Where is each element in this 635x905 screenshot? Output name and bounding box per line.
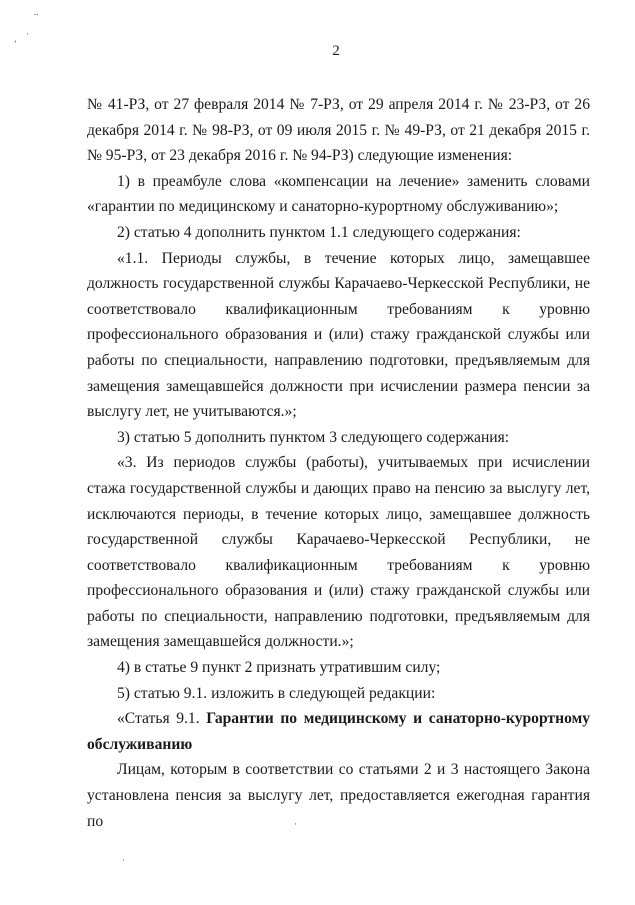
scan-mark: · bbox=[26, 29, 29, 39]
article-title: Гарантии по медицинскому и санаторно-курортному обслуживанию bbox=[87, 710, 590, 753]
page-number: 2 bbox=[332, 43, 340, 59]
article-prefix: «Статья 9.1. bbox=[117, 710, 207, 728]
paragraph-item-2: 2) статью 4 дополнить пунктом 1.1 следующего содержания: bbox=[117, 223, 521, 241]
paragraph-item-5: 5) статью 9.1. изложить в следующей редакции: bbox=[117, 684, 436, 702]
scan-mark: ʼ bbox=[14, 39, 17, 49]
document-body bbox=[87, 92, 590, 834]
paragraph-item-1: 1) в преамбуле слова «компенсации на лечение» заменить словами «гарантии по медицинскому и санаторно-курортному обслуживанию»; bbox=[87, 172, 590, 216]
paragraph-quote-1-1: «1.1. Периоды службы, в течение которых лицо, замещавшее должность государственной службы Карачаево-Черкесской Республики, не соответствовало квалификационным требованиям к уровню профессионального образования и (или) стажу гражданской службы или работы по специальности, направлению подготовки, предъявляемым для замещения замещавшейся должности при исчислении размера пенсии за выслугу лет, не учитываются.»; bbox=[87, 249, 590, 421]
article-heading bbox=[87, 706, 590, 757]
paragraph-item-4: 4) в статье 9 пункт 2 признать утратившим силу; bbox=[117, 659, 441, 677]
scan-mark: · bbox=[122, 855, 125, 865]
paragraph-quote-3: «3. Из периодов службы (работы), учитываемых при исчислении стажа государственной службы и дающих право на пенсию за выслугу лет, исключаются периоды, в течение которых лицо, замещавшее должность государственной службы Карачаево-Черкесской Республики, не соответствовало квалификационным требованиям к уровню профессионального образования и (или) стажу гражданской службы или работы по специальности, направлению подготовки, предъявляемым для замещения замещавшейся должности.»; bbox=[87, 454, 590, 651]
paragraph-continuation: № 41-РЗ, от 27 февраля 2014 № 7-РЗ, от 29 апреля 2014 г. № 23-РЗ, от 26 декабря 2014 г. № 98-РЗ, от 09 июля 2015 г. № 49-РЗ, от 21 декабря 2015 г. № 95-РЗ, от 23 декабря 2016 г. № 94-РЗ) следующие изменения: bbox=[87, 96, 590, 165]
scan-mark: · bbox=[294, 819, 297, 829]
paragraph-item-3: 3) статью 5 дополнить пунктом 3 следующего содержания: bbox=[117, 428, 510, 446]
scan-mark: .. bbox=[34, 7, 39, 17]
paragraph-article-text: Лицам, которым в соответствии со статьями 2 и 3 настоящего Закона установлена пенсия за выслугу лет, предоставляется ежегодная гарантия по bbox=[87, 761, 590, 830]
